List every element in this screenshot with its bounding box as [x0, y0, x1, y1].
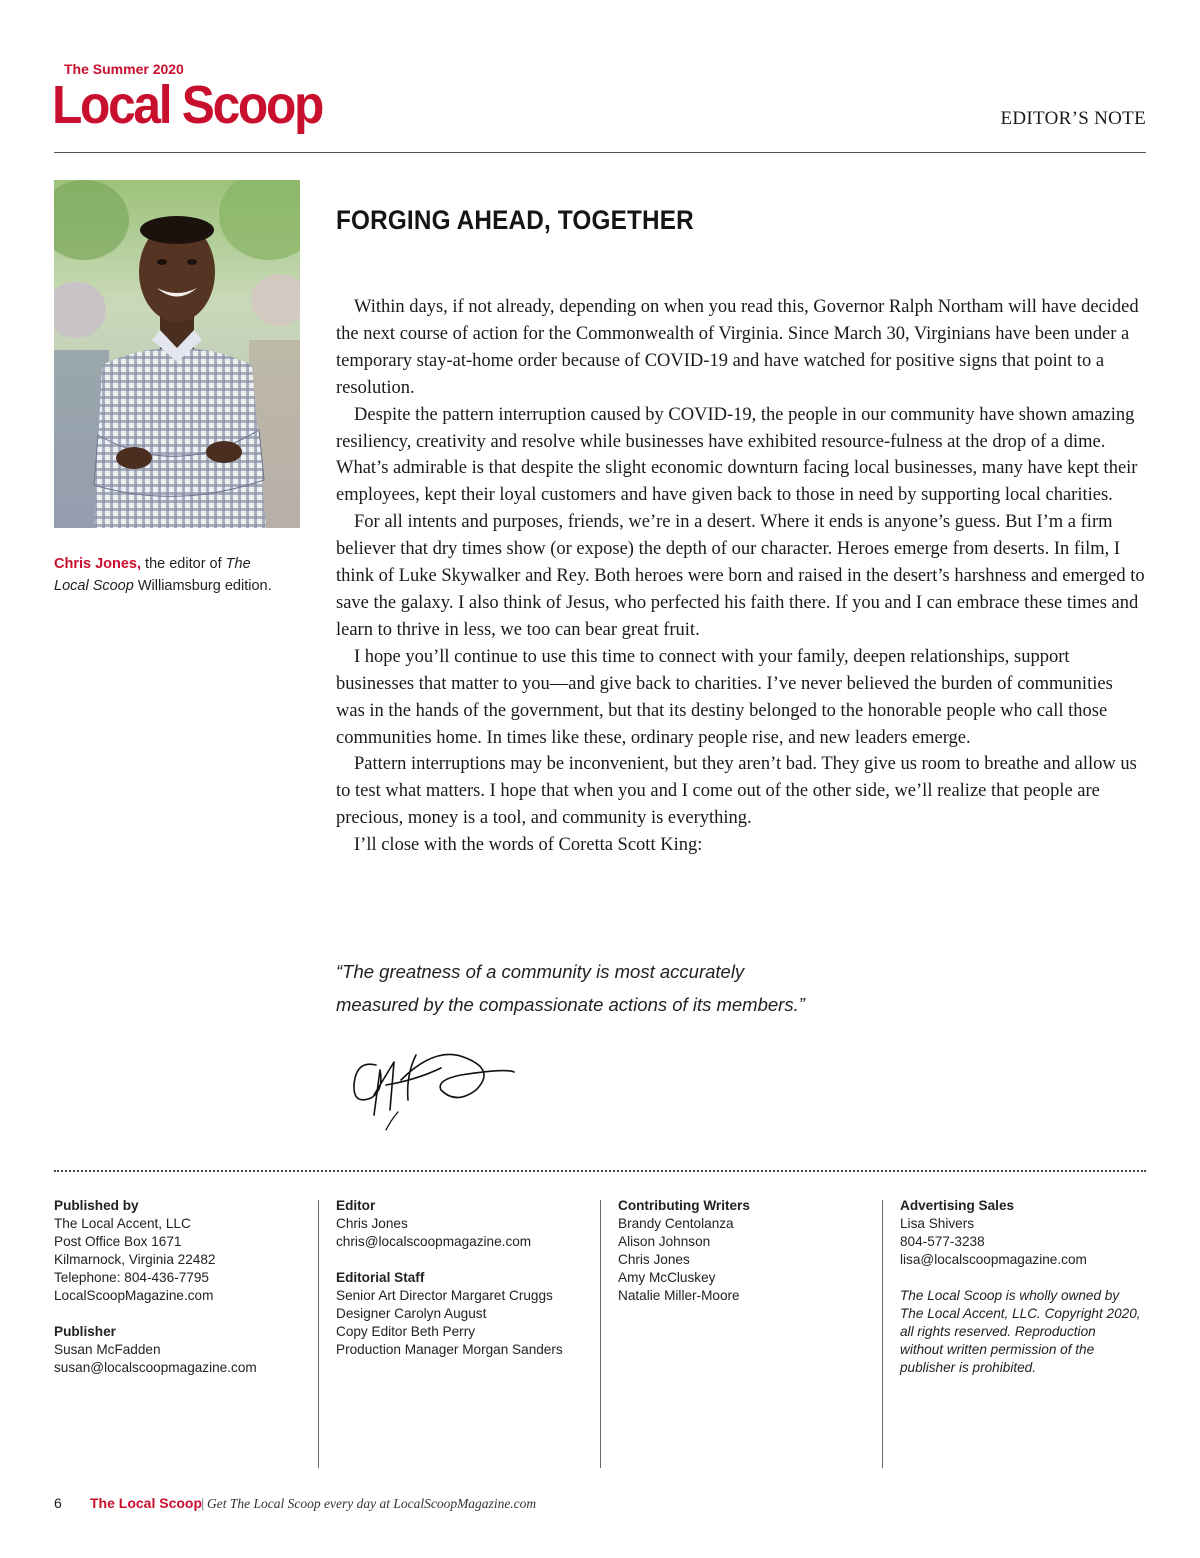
section-label: EDITOR’S NOTE [1000, 108, 1146, 129]
staff-line: Brandy Centolanza [618, 1216, 734, 1231]
staff-heading: Contributing Writers [618, 1198, 750, 1213]
quote-line: “The greatness of a community is most accurately [336, 961, 745, 982]
staff-line: Natalie Miller-Moore [618, 1288, 740, 1303]
magazine-logo: Local Scoop [52, 75, 323, 135]
staff-column-advertising [900, 1197, 1150, 1377]
staff-line: LocalScoopMagazine.com [54, 1288, 214, 1303]
staff-heading: Advertising Sales [900, 1198, 1015, 1213]
staff-column-publisher [54, 1197, 304, 1377]
staff-heading: Editorial Staff [336, 1270, 425, 1285]
caption-rest: Williamsburg edition. [133, 578, 272, 594]
staff-line: Chris Jones [618, 1252, 690, 1267]
editor-photo [54, 180, 300, 528]
footer-divider [54, 1170, 1146, 1172]
staff-line: Chris Jones [336, 1216, 408, 1231]
staff-heading: Editor [336, 1198, 376, 1213]
ownership-line: publisher is prohibited. [900, 1360, 1037, 1375]
staff-line: Designer Carolyn August [336, 1306, 487, 1321]
footer-brand: The Local Scoop [90, 1495, 203, 1511]
footer-tagline: Get The Local Scoop every day at LocalScoopMagazine.com [207, 1496, 537, 1511]
staff-line: susan@localscoopmagazine.com [54, 1360, 257, 1375]
article-paragraph: I hope you’ll continue to use this time to connect with your family, deepen relationships, support businesses that matter to you—and give back to charities. I’ve never believed the burden of communities was in the hands of the government, but that its destiny belonged to the honorable people who call those communities home. In times like these, ordinary people rise, and new leaders emerge. [336, 646, 1113, 748]
staff-line: Production Manager Morgan Sanders [336, 1342, 563, 1357]
staff-line: Telephone: 804-436-7795 [54, 1270, 209, 1285]
staff-line: Senior Art Director Margaret Cruggs [336, 1288, 553, 1303]
column-divider [882, 1200, 883, 1468]
staff-heading: Published by [54, 1198, 139, 1213]
header-divider [54, 152, 1146, 153]
staff-line: The Local Accent, LLC [54, 1216, 191, 1231]
staff-line: Lisa Shivers [900, 1216, 975, 1231]
editor-signature [346, 1040, 526, 1140]
caption-text: the editor of [141, 556, 226, 572]
staff-line: Amy McCluskey [618, 1270, 716, 1285]
page-number: 6 [54, 1495, 62, 1511]
column-divider [318, 1200, 319, 1468]
staff-line: chris@localscoopmagazine.com [336, 1234, 532, 1249]
article-body [336, 294, 1146, 859]
article-paragraph: For all intents and purposes, friends, we’re in a desert. Where it ends is anyone’s guess. But I’m a firm believer that dry times show (or expose) the depth of our character. Heroes emerge from deserts. In film, I think of Luke Skywalker and Rey. Both heroes were born and raised in the desert’s harshness and emerged to save the galaxy. I also think of Jesus, who perfected his faith there. If you and I can embrace these times and learn to thrive in less, we too can bear great fruit. [336, 512, 1145, 640]
ownership-line: without written permission of the [900, 1342, 1095, 1357]
staff-heading: Publisher [54, 1324, 116, 1339]
article-headline: FORGING AHEAD, TOGETHER [336, 205, 694, 235]
column-divider [600, 1200, 601, 1468]
staff-line: Copy Editor Beth Perry [336, 1324, 476, 1339]
staff-line: Post Office Box 1671 [54, 1234, 182, 1249]
staff-line: Kilmarnock, Virginia 22482 [54, 1252, 216, 1267]
issue-label: The Summer 2020 [64, 61, 184, 77]
footer-separator: | [201, 1496, 205, 1511]
caption-name: Chris Jones, [54, 556, 142, 572]
staff-line: lisa@localscoopmagazine.com [900, 1252, 1087, 1267]
photo-caption [54, 553, 284, 597]
article-paragraph: Pattern interruptions may be inconvenient, but they aren’t bad. They give us room to breathe and allow us to test what matters. I hope that when you and I come out of the other side, we’ll realize that people are precious, money is a tool, and community is everything. [336, 754, 1137, 829]
staff-column-editor [336, 1197, 586, 1359]
article-paragraph: I’ll close with the words of Coretta Scott King: [354, 835, 703, 856]
caption-publication: The Local Scoop [54, 556, 251, 594]
pull-quote [336, 955, 856, 1021]
article-paragraph: Within days, if not already, depending on when you read this, Governor Ralph Northam will have decided the next course of action for the Commonwealth of Virginia. Since March 30, Virginians have been under a temporary stay-at-home order because of COVID-19 and have watched for positive signs that point to a resolution. [336, 297, 1139, 398]
staff-column-writers [618, 1197, 868, 1305]
staff-line: Alison Johnson [618, 1234, 711, 1249]
ownership-line: all rights reserved. Reproduction [900, 1324, 1096, 1339]
staff-line: Susan McFadden [54, 1342, 161, 1357]
ownership-line: The Local Scoop is wholly owned by [900, 1288, 1120, 1303]
staff-line: 804-577-3238 [900, 1234, 985, 1249]
ownership-line: The Local Accent, LLC. Copyright 2020, [900, 1306, 1141, 1321]
quote-line: measured by the compassionate actions of its members.” [336, 994, 805, 1015]
article-paragraph: Despite the pattern interruption caused by COVID-19, the people in our community have shown amazing resiliency, creativity and resolve while businesses have exhibited resource-fulness at the drop of a dime. What’s admirable is that despite the slight economic downturn facing local businesses, many have kept their employees, kept their loyal customers and have given back to those in need by supporting local charities. [336, 404, 1138, 506]
